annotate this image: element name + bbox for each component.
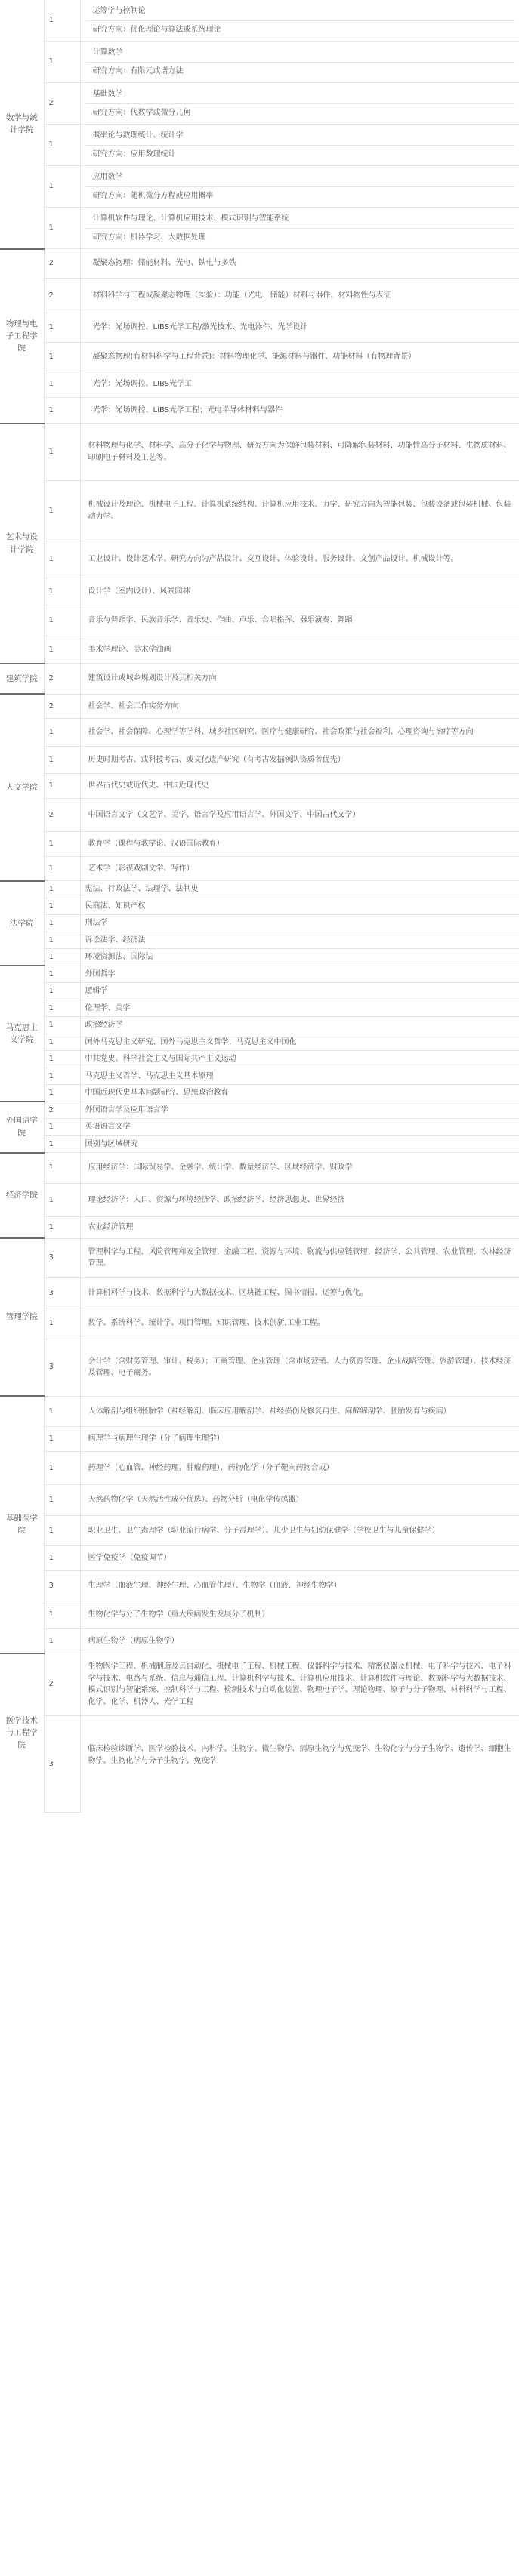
- table-row: [0, 932, 519, 949]
- table-row: [0, 342, 519, 371]
- major-text: 政治经济学: [80, 1017, 519, 1034]
- row-count: 1: [44, 832, 80, 857]
- table-row: [0, 1183, 519, 1217]
- row-count: 2: [44, 1653, 80, 1716]
- row-count: 1: [44, 1034, 80, 1051]
- major-text: 应用经济学：国际贸易学、金融学、统计学、数量经济学、区域经济学、财政学: [80, 1153, 519, 1184]
- major-text: 药理学（心血管、神经药理、肿瘤药理）、药物化学（分子靶向药物合成）: [80, 1451, 519, 1485]
- row-count: 1: [44, 42, 80, 83]
- row-count: 1: [44, 636, 80, 664]
- row-count: 1: [44, 1427, 80, 1452]
- major-cell: [80, 313, 519, 343]
- major-line: 计算数学: [85, 44, 515, 63]
- table-row: [0, 208, 519, 249]
- major-text: 职业卫生、卫生毒理学（职业流行病学、分子毒理学）、儿少卫生与妇幼保健学（学校卫生与儿童保健学）: [80, 1515, 519, 1546]
- major-text: 环境资源法、国际法: [80, 949, 519, 966]
- major-text: 天然药物化学（天然活性成分优选）、药物分析（电化学传感器）: [80, 1485, 519, 1516]
- table-row: [0, 42, 519, 83]
- table-row: [0, 1238, 519, 1277]
- row-count: 3: [44, 1277, 80, 1308]
- department-name: 基础医学院: [0, 1396, 44, 1653]
- table-row: [0, 719, 519, 747]
- major-text: 音乐与舞蹈学、民族音乐学、音乐史、作曲、声乐、合唱指挥、器乐演奏、舞蹈: [80, 605, 519, 636]
- row-count: 1: [44, 1068, 80, 1085]
- major-text: 管理科学与工程、风险管理和安全管理、金融工程、资源与环境、物流与供应链管理、经济学、公共管理、农业管理、农林经济管理。: [80, 1238, 519, 1277]
- table-row: [0, 1546, 519, 1571]
- department-name: 马克思主义学院: [0, 966, 44, 1102]
- row-count: 1: [44, 397, 80, 424]
- table-row: [0, 1427, 519, 1452]
- major-cell: [80, 208, 519, 249]
- major-text: 临床检验诊断学、医学检验技术、内科学、生物学、微生物学、病原生物学与免疫学、生物化学与分子生物学、遗传学、细胞生物学、生物化学与分子生物学、免疫学: [88, 1745, 511, 1765]
- row-count: 1: [44, 1217, 80, 1239]
- table-row: [0, 578, 519, 605]
- major-text: 国外马克思主义研究、国外马克思主义哲学、马克思主义中国化: [80, 1034, 519, 1051]
- table-row: [0, 1570, 519, 1601]
- major-cell: [80, 42, 519, 83]
- major-text: 凝聚态物理(有材料科学与工程背景)：材料物理化学、能源材料与器件、功能材料（有物理背景）: [92, 352, 416, 361]
- table-row: [0, 949, 519, 966]
- table-row: [0, 746, 519, 774]
- major-cell: [80, 249, 519, 279]
- row-count: 1: [44, 578, 80, 605]
- table-row: [0, 1135, 519, 1153]
- major-text: 医学免疫学（免疫调节）: [80, 1546, 519, 1571]
- row-count: 1: [44, 0, 80, 42]
- row-count: 2: [44, 798, 80, 832]
- row-count: 1: [44, 774, 80, 799]
- department-name: 外国语学院: [0, 1102, 44, 1153]
- major-text: 工业设计、设计艺术学、研究方向为产品设计、交互设计、体验设计、服务设计、文创产品设计、机械设计等。: [80, 541, 519, 578]
- row-count: 2: [44, 664, 80, 695]
- table-row: [0, 1034, 519, 1051]
- row-count: 1: [44, 1153, 80, 1184]
- major-cell: [80, 166, 519, 208]
- row-count: 1: [44, 1135, 80, 1153]
- table-row: [0, 481, 519, 541]
- department-name: 管理学院: [0, 1238, 44, 1396]
- table-row: [0, 1653, 519, 1716]
- major-line: 研究方向：代数学或微分几何: [92, 108, 191, 117]
- row-count: 3: [44, 1716, 80, 1813]
- major-line: 概率论与数理统计、统计学: [85, 127, 515, 146]
- row-count: 1: [44, 1017, 80, 1034]
- major-text: 伦理学、美学: [80, 1000, 519, 1017]
- row-count: 1: [44, 1601, 80, 1629]
- major-cell: [80, 342, 519, 371]
- major-text: 刑法学: [80, 915, 519, 932]
- table-row: [0, 1000, 519, 1017]
- major-text: 逻辑学: [80, 983, 519, 1000]
- major-line: 应用数学: [85, 168, 515, 187]
- table-row: [0, 898, 519, 915]
- row-count: 1: [44, 746, 80, 774]
- major-text: 艺术学（影视戏剧文学、写作）: [80, 856, 519, 881]
- major-text: 生物化学与分子生物学（重大疾病发生发展分子机制）: [80, 1601, 519, 1629]
- major-text: 光学：光场调控、LIBS光学工程；光电半导体材料与器件: [92, 405, 283, 414]
- row-count: 1: [44, 1485, 80, 1516]
- department-name: 人文学院: [0, 694, 44, 881]
- row-count: 1: [44, 1119, 80, 1136]
- major-text: 中国近现代史基本问题研究、思想政治教育: [80, 1085, 519, 1102]
- row-count: 1: [44, 605, 80, 636]
- table-row: [0, 1485, 519, 1516]
- major-text: 光学：光场调控、LIBS光学工程/激光技术、光电器件、光学设计: [92, 323, 308, 331]
- row-count: 1: [44, 1515, 80, 1546]
- row-count: 1: [44, 1000, 80, 1017]
- row-count: 1: [44, 125, 80, 166]
- table-row: [0, 1515, 519, 1546]
- row-count: 1: [44, 1051, 80, 1068]
- major-text: 计算机科学与技术、数据科学与大数据技术、区块链工程、图书情报、运筹与优化。: [80, 1277, 519, 1308]
- table-row: [0, 278, 519, 313]
- row-count: 2: [44, 83, 80, 125]
- major-text: 机械设计及理论、机械电子工程、计算机系统结构、计算机应用技术、力学、研究方向为智能包装、包装设备或包装机械、包装动力学。: [80, 481, 519, 541]
- table-row: [0, 1396, 519, 1427]
- major-text: 材料科学与工程或凝聚态物理（实验）：功能（光电、储能）材料与器件、材料物性与表征: [92, 291, 391, 300]
- row-count: 3: [44, 1339, 80, 1396]
- department-name: 法学院: [0, 881, 44, 966]
- table-row: [0, 0, 519, 42]
- row-count: 1: [44, 1396, 80, 1427]
- major-text: 中共党史、科学社会主义与国际共产主义运动: [80, 1051, 519, 1068]
- table-row: [0, 1451, 519, 1485]
- major-text: 材料物理与化学、材料学、高分子化学与物理、研究方向为保鲜包装材料、可降解包装材料、功能性高分子材料、生物质材料、印刷电子材料及工艺等。: [80, 424, 519, 481]
- table-row: [0, 424, 519, 481]
- major-text: 马克思主义哲学、马克思主义基本原理: [80, 1068, 519, 1085]
- table-row: [0, 1277, 519, 1308]
- row-count: 1: [44, 1308, 80, 1339]
- major-text: 社会学、社会工作实务方向: [80, 694, 519, 719]
- table-row: [0, 694, 519, 719]
- major-text: 病原生物学（病原生物学）: [80, 1628, 519, 1653]
- row-count: 1: [44, 983, 80, 1000]
- row-count: 2: [44, 694, 80, 719]
- row-count: 1: [44, 166, 80, 208]
- row-count: 1: [44, 424, 80, 481]
- row-count: 1: [44, 856, 80, 881]
- major-text: 世界古代史或近代史、中国近现代史: [80, 774, 519, 799]
- row-count: 1: [44, 1546, 80, 1571]
- row-count: 1: [44, 371, 80, 398]
- table-row: [0, 915, 519, 932]
- major-text: 社会学、社会保障、心理学等学科、城乡社区研究、医疗与健康研究、社会政策与社会福利、心理咨询与治疗等方向: [80, 719, 519, 747]
- table-row: [0, 664, 519, 695]
- department-name: 经济学院: [0, 1153, 44, 1239]
- major-text: 会计学（含财务管理、审计、税务）；工商管理、企业管理（含市场营销、人力资源管理、企业战略管理、旅游管理）、技术经济及管理、电子商务。: [80, 1339, 519, 1396]
- major-line: 研究方向：随机微分方程或应用概率: [92, 191, 214, 200]
- table-row: [0, 1217, 519, 1239]
- department-name: 艺术与设计学院: [0, 424, 44, 664]
- table-row: [0, 1601, 519, 1629]
- table-row: [0, 798, 519, 832]
- major-text: 宪法、行政法学、法理学、法制史: [80, 881, 519, 898]
- table-row: [0, 1017, 519, 1034]
- major-text: 外国哲学: [80, 966, 519, 983]
- table-row: [0, 313, 519, 343]
- table-row: [0, 1716, 519, 1813]
- table-row: [0, 636, 519, 664]
- major-text: 凝聚态物理：储能材料、光电、铁电与多铁: [92, 259, 236, 267]
- table-row: [0, 397, 519, 424]
- table-row: [0, 541, 519, 578]
- row-count: 2: [44, 278, 80, 313]
- major-line: 运筹学与控制论: [85, 2, 515, 21]
- major-text: 人体解剖与组织胚胎学（神经解剖、临床应用解剖学、神经损伤及修复再生、麻醉解剖学、胚胎发育与疾病）: [80, 1396, 519, 1427]
- major-text: 设计学（室内设计）、风景园林: [80, 578, 519, 605]
- row-count: 1: [44, 541, 80, 578]
- major-cell: [80, 397, 519, 424]
- major-cell: [80, 83, 519, 125]
- row-count: 1: [44, 1451, 80, 1485]
- row-count: 2: [44, 249, 80, 279]
- major-text: 病理学与病理生理学（分子病理生理学）: [80, 1427, 519, 1452]
- major-cell: [80, 371, 519, 398]
- major-line: 研究方向：机器学习、大数据处理: [92, 233, 206, 242]
- table-row: [0, 1628, 519, 1653]
- major-line: 计算机软件与理论、计算机应用技术、模式识别与智能系统: [85, 210, 515, 229]
- row-count: 1: [44, 1628, 80, 1653]
- row-count: 1: [44, 915, 80, 932]
- table-row: [0, 371, 519, 398]
- major-text: 建筑设计或城乡规划设计及其相关方向: [80, 664, 519, 695]
- table-row: [0, 966, 519, 983]
- table-row: [0, 983, 519, 1000]
- table-row: [0, 1308, 519, 1339]
- department-name: 物理与电子工程学院: [0, 249, 44, 424]
- table-row: [0, 125, 519, 166]
- row-count: 1: [44, 313, 80, 343]
- major-cell: [80, 278, 519, 313]
- table-row: [0, 774, 519, 799]
- table-row: [0, 605, 519, 636]
- row-count: 1: [44, 481, 80, 541]
- major-line: 研究方向：有限元或谱方法: [92, 66, 184, 75]
- table-row: [0, 856, 519, 881]
- major-text: 民商法、知识产权: [80, 898, 519, 915]
- major-text: 农业经济管理: [80, 1217, 519, 1239]
- table-row: [0, 881, 519, 898]
- major-text: 国别与区域研究: [80, 1135, 519, 1153]
- department-name: 建筑学院: [0, 664, 44, 695]
- row-count: 1: [44, 881, 80, 898]
- department-name: 医学技术与工程学院: [0, 1653, 44, 1813]
- major-cell: [80, 0, 519, 42]
- row-count: 1: [44, 949, 80, 966]
- major-text: 外国语言学及应用语言学: [80, 1102, 519, 1119]
- row-count: 1: [44, 898, 80, 915]
- row-count: 2: [44, 1102, 80, 1119]
- row-count: 1: [44, 208, 80, 249]
- row-count: 1: [44, 1183, 80, 1217]
- major-text: 诉讼法学、经济法: [80, 932, 519, 949]
- table-row: [0, 1119, 519, 1136]
- major-text: 数学、系统科学、统计学、项目管理、知识管理、技术创新,工业工程。: [80, 1308, 519, 1339]
- table-row: [0, 832, 519, 857]
- row-count: 1: [44, 342, 80, 371]
- row-count: 3: [44, 1238, 80, 1277]
- department-name: 数学与统计学院: [0, 0, 44, 249]
- row-count: 1: [44, 719, 80, 747]
- table-row: [0, 249, 519, 279]
- table-row: [0, 166, 519, 208]
- major-text: 生物医学工程、机械制造及其自动化、机械电子工程、机械工程、仪器科学与技术、精密仪器及机械、电子科学与技术、电子科学与技术、电路与系统、信息与通信工程、计算机科学与技术、计算机应用技术、计算机软件与理论、数据科学与大数据技术、模式识别与智能系统、控制科学与工程、检测技术与自动化装置、物理电子学、理论物理、原子与分子物理、材料科学与工程、化学、化学、机器人、光学工程: [80, 1653, 519, 1716]
- row-count: 1: [44, 1085, 80, 1102]
- table-row: [0, 1068, 519, 1085]
- major-text: 美术学理论、美术学油画: [80, 636, 519, 664]
- table-row: [0, 1339, 519, 1396]
- major-line: 研究方向：应用数理统计: [92, 149, 176, 159]
- major-cell: [80, 125, 519, 166]
- major-text: 中国语言文学（文艺学、美学、语言学及应用语言学、外国文学、中国古代文学）: [80, 798, 519, 832]
- major-line: 基础数学: [85, 85, 515, 104]
- major-text: 生理学（血液生理、神经生理、心血管生理）、生物学（血液、神经生物学）: [80, 1570, 519, 1601]
- major-text: 历史时期考古、或科技考古、或文化遗产研究（有考古发掘领队资质者优先）: [80, 746, 519, 774]
- major-text: 光学：光场调控、LIBS光学工: [92, 380, 193, 388]
- table-row: [0, 83, 519, 125]
- row-count: 1: [44, 966, 80, 983]
- table-row: [0, 1153, 519, 1184]
- row-count: 1: [44, 932, 80, 949]
- major-text: 英语语言文学: [80, 1119, 519, 1136]
- table-row: [0, 1085, 519, 1102]
- table-row: [0, 1102, 519, 1119]
- row-count: 3: [44, 1570, 80, 1601]
- major-text: 教育学（课程与教学论、汉语国际教育）: [80, 832, 519, 857]
- major-text: 理论经济学：人口、资源与环境经济学、政治经济学、经济思想史、世界经济: [80, 1183, 519, 1217]
- major-line: 研究方向：优化理论与算法或系统理论: [92, 25, 221, 34]
- table-row: [0, 1051, 519, 1068]
